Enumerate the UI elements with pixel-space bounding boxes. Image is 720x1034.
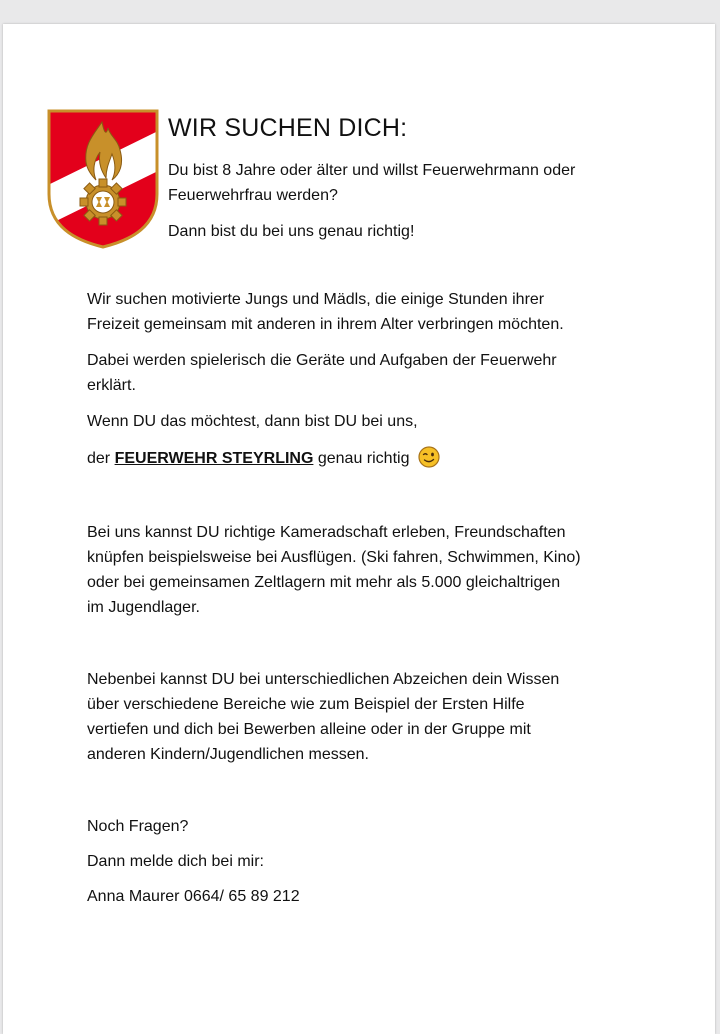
intro-line: Du bist 8 Jahre oder älter und willst Feuerwehrmann oder [168,162,576,179]
page-title: WIR SUCHEN DICH: [168,114,408,142]
paragraph-line: über verschiedene Bereiche wie zum Beispiel der Ersten Hilfe [87,696,525,713]
paragraph-line: Wir suchen motivierte Jungs und Mädls, die einige Stunden ihrer [87,291,545,308]
paragraph-line: knüpfen beispielsweise bei Ausflügen. (Ski fahren, Schwimmen, Kino) [87,549,581,566]
paragraph-line: Nebenbei kannst DU bei unterschiedlichen Abzeichen dein Wissen [87,671,560,688]
brigade-name: FEUERWEHR STEYRLING [114,450,314,467]
text-suffix: genau richtig [313,450,410,467]
paragraph-line [87,446,440,471]
paragraph-line: Wenn DU das möchtest, dann bist DU bei uns, [87,413,418,430]
document-page [3,24,715,1034]
contact-name-phone: Anna Maurer 0664/ 65 89 212 [87,888,300,905]
paragraph-line: Bei uns kannst DU richtige Kameradschaft erleben, Freundschaften [87,524,566,541]
paragraph-line: Dabei werden spielerisch die Geräte und Aufgaben der Feuerwehr [87,352,557,369]
paragraph-line: oder bei gemeinsamen Zeltlagern mit mehr als 5.000 gleichaltrigen [87,574,561,591]
contact-prompt: Dann melde dich bei mir: [87,853,264,870]
paragraph-line: anderen Kindern/Jugendlichen messen. [87,746,369,763]
paragraph-line: erklärt. [87,377,136,394]
fire-brigade-emblem-icon [46,108,160,250]
text-prefix: der [87,450,115,467]
contact-question: Noch Fragen? [87,818,189,835]
intro-line: Dann bist du bei uns genau richtig! [168,223,415,240]
winking-face-icon [418,446,440,468]
paragraph-line: im Jugendlager. [87,599,200,616]
paragraph-line: Freizeit gemeinsam mit anderen in ihrem Alter verbringen möchten. [87,316,564,333]
intro-line: Feuerwehrfrau werden? [168,187,338,204]
paragraph-line: vertiefen und dich bei Bewerben alleine oder in der Gruppe mit [87,721,531,738]
